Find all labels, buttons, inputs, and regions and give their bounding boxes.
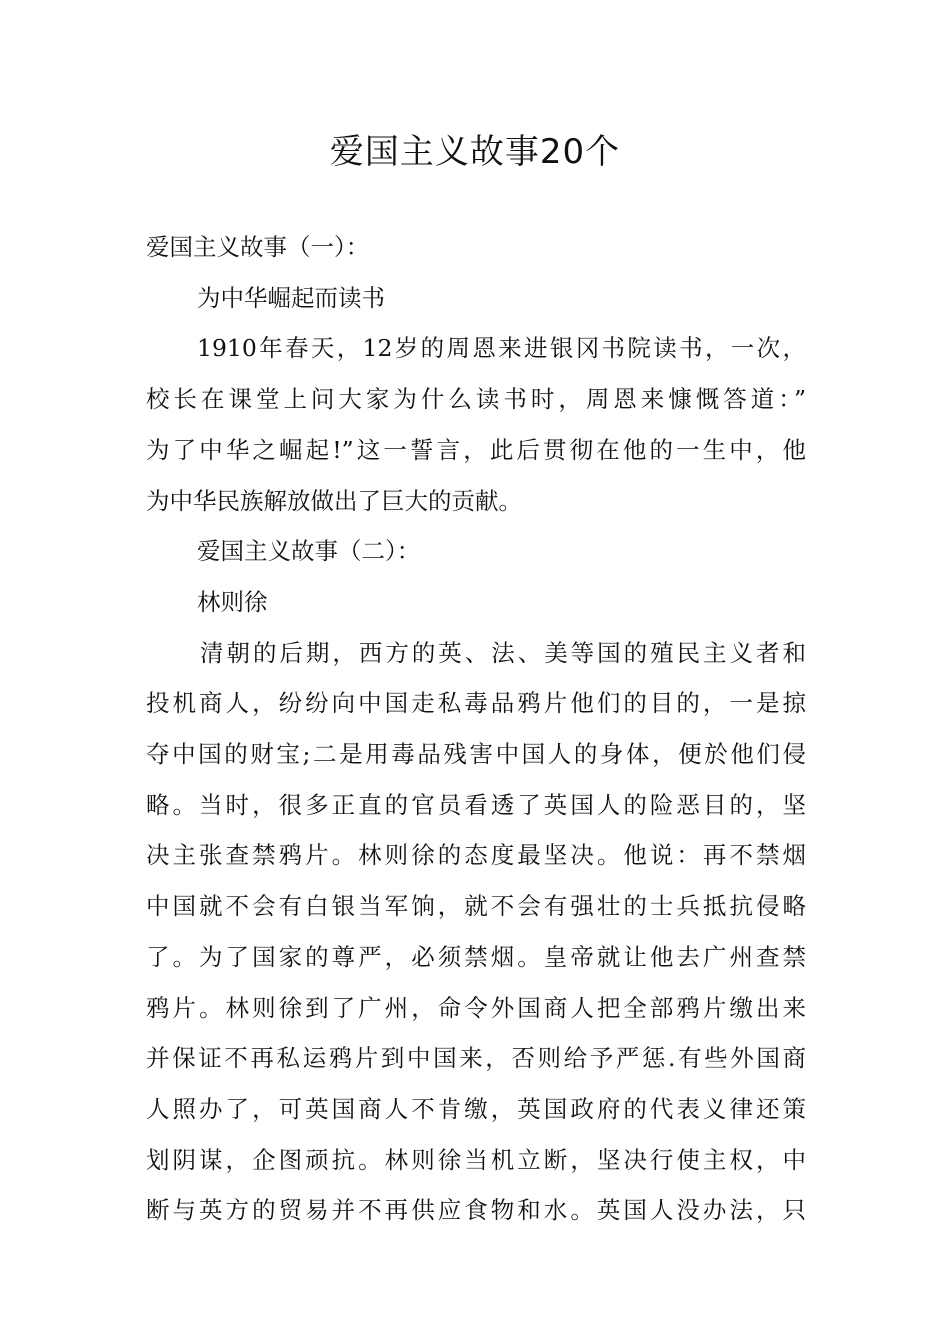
story2-subtitle: 林则徐 [197,587,268,616]
paragraph-line: 了。为了国家的尊严，必须禁烟。皇帝就让他去广州查禁 [146,942,806,971]
paragraph-line: 夺中国的财宝;二是用毒品残害中国人的身体，便於他们侵 [146,740,806,769]
story1-subtitle: 为中华崛起而读书 [197,283,385,312]
paragraph-line: 鸦片。林则徐到了广州，命令外国商人把全部鸦片缴出来 [146,993,806,1022]
paragraph-line: 1910年春天，12岁的周恩来进银冈书院读书，一次， [197,334,806,363]
document-body [146,222,806,1236]
story1-heading: 爱国主义故事（一）： [146,233,370,261]
paragraph-line: 并保证不再私运鸦片到中国来，否则给予严惩.有些外国商 [146,1044,806,1073]
paragraph-line: 为中华民族解放做出了巨大的贡献。 [146,486,522,515]
paragraph-line: 为了中华之崛起!”这一誓言，此后贯彻在他的一生中，他 [146,435,806,464]
story2-heading: 爱国主义故事（二）： [197,537,421,566]
document-title: 爱国主义故事20个 [329,132,621,172]
paragraph-line: 略。当时，很多正直的官员看透了英国人的险恶目的，坚 [146,790,806,819]
paragraph-line: 清朝的后期，西方的英、法、美等国的殖民主义者和 [200,638,806,667]
paragraph-line: 划阴谋，企图顽抗。林则徐当机立断，坚决行使主权，中 [146,1145,806,1174]
paragraph-line: 人照办了，可英国商人不肯缴，英国政府的代表义律还策 [146,1094,806,1123]
paragraph-line: 校长在课堂上问大家为什么读书时，周恩来慷慨答道：” [146,385,806,414]
paragraph-line: 中国就不会有白银当军饷，就不会有强壮的士兵抵抗侵略 [146,892,806,921]
story2-paragraph [146,628,806,1236]
paragraph-line: 决主张查禁鸦片。林则徐的态度最坚决。他说：再不禁烟 [146,841,806,870]
story1-paragraph [146,323,806,526]
paragraph-line: 投机商人，纷纷向中国走私毒品鸦片他们的目的，一是掠 [146,689,806,718]
paragraph-line: 断与英方的贸易并不再供应食物和水。英国人没办法，只 [146,1196,806,1225]
